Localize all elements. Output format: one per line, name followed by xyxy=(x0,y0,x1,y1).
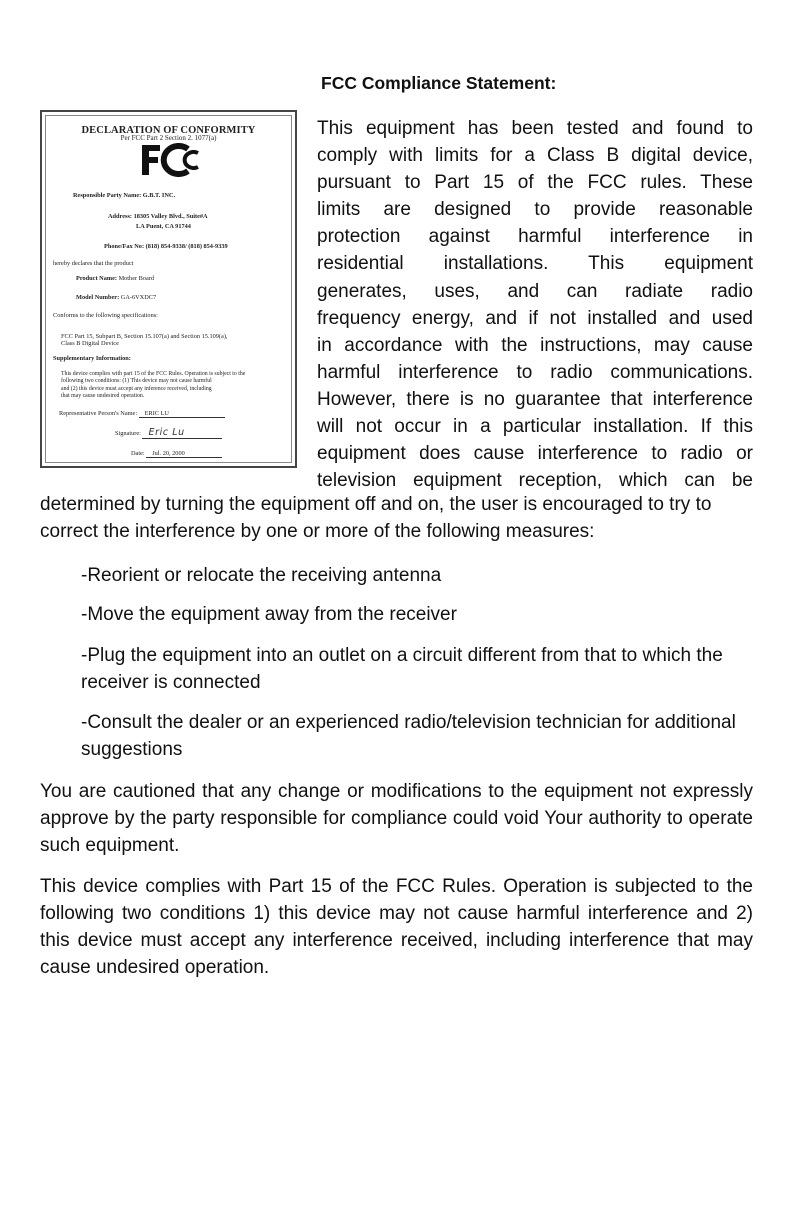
fcc-logo-icon xyxy=(140,143,202,177)
supplementary-heading: Supplementary Information: xyxy=(53,355,131,362)
phone-fax: Phone/Fax No: (818) 854-9338/ (818) 854-9339 xyxy=(104,243,228,250)
product-name-row: Product Name: Mother Board xyxy=(76,275,155,282)
signature-row: Signature: Eric Lu xyxy=(115,427,222,439)
page-heading: FCC Compliance Statement: xyxy=(321,73,557,93)
caution-paragraph: You are cautioned that any change or modifications to the equipment not expressly approve by the party responsible for compliance could void Your authority to operate such equipment. xyxy=(40,781,753,856)
measure-item: -Plug the equipment into an outlet on a circuit different from that to which the receiver is connected xyxy=(81,645,723,693)
date-row: Date: Jul. 20, 2000 xyxy=(131,450,222,458)
signature-image: Eric Lu xyxy=(142,427,222,439)
representative-row: Representative Person's Name: ERIC LU xyxy=(59,410,225,418)
spec-line-2: Class B Digital Device xyxy=(61,340,119,347)
paragraph-line: comply with limits for a Class B digital device, xyxy=(317,145,753,167)
paragraph-line: limits are designed to provide reasonable xyxy=(317,199,753,221)
declares-text: hereby declares that the product xyxy=(53,260,134,267)
paragraph-line: harmful interference to radio communications. xyxy=(317,361,753,383)
compliance-paragraph: This device complies with Part 15 of the FCC Rules. Operation is subjected to the following two conditions 1) this device may not cause harmful interference and 2) this device must accept any interference received, including interference that may cause undesired operation. xyxy=(40,876,753,978)
measure-item: -Reorient or relocate the receiving antenna xyxy=(81,565,442,586)
paragraph-line: This equipment has been tested and found to xyxy=(317,118,753,139)
paragraph-line: television equipment reception, which can be xyxy=(317,470,753,492)
paragraph-line-full: correct the interference by one or more of the following measures: xyxy=(40,521,595,542)
first-paragraph-narrow xyxy=(317,115,753,494)
model-number-row: Model Number: GA-6VXDC7 xyxy=(76,294,157,301)
measure-item: -Move the equipment away from the receiver xyxy=(81,604,457,625)
declaration-title: DECLARATION OF CONFORMITY xyxy=(81,125,256,136)
paragraph-line: pursuant to Part 15 of the FCC rules. These xyxy=(317,172,753,194)
paragraph-line: However, there is no guarantee that interference xyxy=(317,388,753,410)
conforms-text: Conforms to the following specifications: xyxy=(53,312,158,319)
spec-line-1: FCC Part 15, Subpart B, Section 15.107(a) and Section 15.109(a), xyxy=(61,333,228,340)
paragraph-line: protection against harmful interference in xyxy=(317,226,753,248)
declaration-of-conformity-box xyxy=(40,110,297,468)
measure-item: -Consult the dealer or an experienced radio/television technician for additional suggestions xyxy=(81,712,736,760)
paragraph-line-full: determined by turning the equipment off and on, the user is encouraged to try to xyxy=(40,494,712,515)
address-line-1: Address: 18305 Valley Blvd., Suite#A xyxy=(108,213,208,220)
paragraph-line: frequency energy, and if not installed and used xyxy=(317,307,753,329)
responsible-party: Responsible Party Name: G.B.T. INC. xyxy=(73,192,176,199)
paragraph-line: generates, uses, and can radiate radio xyxy=(317,280,753,302)
address-line-2: LA Puent, CA 91744 xyxy=(136,223,191,230)
declaration-subtitle: Per FCC Part 2 Section 2. 1077(a) xyxy=(120,134,217,142)
supplementary-text: This device complies with part 15 of the FCC Rules. Operation is subject to the following two conditions: (1) This device may not cause harmful and (2) this device must accept any inference received, including that may cause undesired operation. xyxy=(61,371,246,399)
paragraph-line: residential installations. This equipment xyxy=(317,253,753,275)
paragraph-line: in accordance with the instructions, may cause xyxy=(317,334,753,356)
paragraph-line: equipment does cause interference to radio or xyxy=(317,443,753,465)
paragraph-line: will not occur in a particular installation. If this xyxy=(317,416,753,438)
